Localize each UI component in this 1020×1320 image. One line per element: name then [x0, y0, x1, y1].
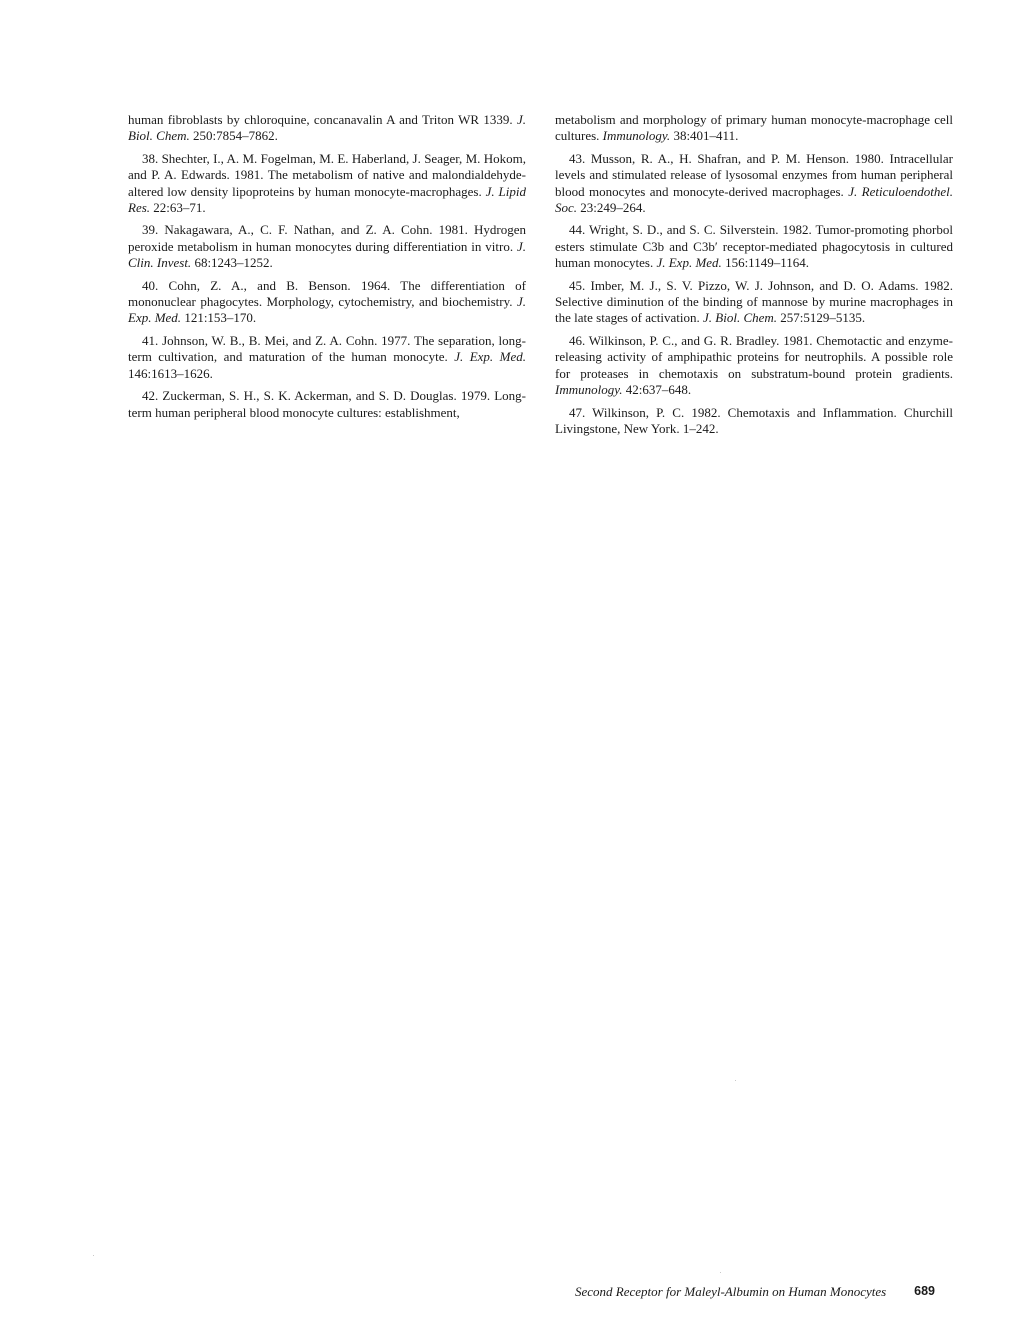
- journal-name: J. Reticuloendothel. Soc.: [555, 183, 953, 216]
- reference-text: 42. Zuckerman, S. H., S. K. Ackerman, and S. D. Douglas. 1979. Long-term human peripheral blood monocyte cultures: establishment,: [128, 388, 526, 420]
- reference-text: 44. Wright, S. D., and S. C. Silverstein. 1982. Tumor-promoting phorbol esters stimulate C3b and C3b′ receptor-mediated phagocytosis in cultured human monocytes.: [555, 222, 953, 271]
- reference-text: human fibroblasts by chloroquine, concanavalin A and Triton WR 1339.: [128, 112, 517, 127]
- journal-name: J. Lipid Res.: [128, 183, 526, 216]
- reference-text: 45. Imber, M. J., S. V. Pizzo, W. J. Johnson, and D. O. Adams. 1982. Selective diminution of the binding of mannose by murine macrophages in the late stages of activation.: [555, 277, 953, 326]
- reference-text: 40. Cohn, Z. A., and B. Benson. 1964. The differentiation of mononuclear phagocytes. Morphology, cytochemistry, and biochemistry.: [128, 277, 526, 310]
- reference-text: 257:5129–5135.: [777, 310, 866, 326]
- reference-text: 39. Nakagawara, A., C. F. Nathan, and Z. A. Cohn. 1981. Hydrogen peroxide metabolism in human monocytes during differentiation in vitro.: [128, 222, 526, 254]
- reference-ref-42: [128, 388, 526, 421]
- reference-text: 22:63–71.: [150, 200, 206, 216]
- reference-text: 68:1243–1252.: [191, 255, 273, 271]
- reference-text: 47. Wilkinson, P. C. 1982. Chemotaxis and Inflammation. Churchill Livingstone, New York. 1–242.: [555, 404, 953, 436]
- reference-column-left: [128, 112, 526, 427]
- journal-name: J. Biol. Chem.: [703, 310, 778, 326]
- reference-ref-45: [555, 278, 953, 327]
- scan-speck: [720, 1272, 721, 1273]
- reference-text: 41. Johnson, W. B., B. Mei, and Z. A. Cohn. 1977. The separation, long-term cultivation, and maturation of the human monocyte.: [128, 332, 526, 365]
- journal-name: J. Clin. Invest.: [128, 238, 526, 271]
- reference-text: 43. Musson, R. A., H. Shafran, and P. M. Henson. 1980. Intracellular levels and stimulated release of lysosomal enzymes from human peripheral blood monocytes and monocyte-derived macrophages.: [555, 150, 953, 199]
- reference-column-right: [555, 112, 953, 443]
- reference-ref-39: [128, 222, 526, 271]
- journal-name: Immunology.: [555, 382, 623, 398]
- scan-speck: [93, 1255, 94, 1256]
- reference-ref-46: [555, 333, 953, 399]
- scan-speck: [735, 1080, 736, 1081]
- reference-text: 250:7854–7862.: [189, 128, 278, 144]
- reference-cont-42: [555, 112, 953, 145]
- reference-text: metabolism and morphology of primary human monocyte-macrophage cell cultures.: [555, 112, 953, 144]
- reference-text: 121:153–170.: [181, 310, 257, 326]
- journal-name: J. Biol. Chem.: [128, 112, 526, 144]
- journal-name: J. Exp. Med.: [454, 349, 526, 365]
- reference-ref-44: [555, 222, 953, 271]
- page-footer: [575, 1284, 965, 1300]
- reference-ref-47: [555, 405, 953, 438]
- journal-name: J. Exp. Med.: [128, 294, 526, 326]
- reference-text: 38:401–411.: [670, 128, 739, 144]
- running-title: Second Receptor for Maleyl-Albumin on Human Monocytes: [575, 1284, 887, 1299]
- reference-text: 38. Shechter, I., A. M. Fogelman, M. E. Haberland, J. Seager, M. Hokom, and P. A. Edwards. 1981. The metabolism of native and malondialdehyde-altered low density lipoproteins by human monocyte-macrophages.: [128, 150, 526, 199]
- reference-ref-40: [128, 278, 526, 327]
- page-number: 689: [914, 1284, 935, 1298]
- reference-ref-41: [128, 333, 526, 382]
- reference-ref-38: [128, 151, 526, 217]
- journal-name: J. Exp. Med.: [656, 255, 722, 271]
- reference-text: 23:249–264.: [577, 200, 646, 216]
- reference-text: 42:637–648.: [622, 382, 692, 398]
- reference-text: 46. Wilkinson, P. C., and G. R. Bradley. 1981. Chemotactic and enzyme-releasing activity of amphipathic proteins for neutrophils. A possible role for proteases in chemotaxis on substratum-bound protein gradients.: [555, 332, 953, 381]
- reference-text: 156:1149–1164.: [721, 255, 809, 271]
- reference-cont-37: [128, 112, 526, 145]
- journal-name: Immunology.: [602, 128, 671, 144]
- reference-text: 146:1613–1626.: [128, 365, 213, 381]
- reference-ref-43: [555, 151, 953, 217]
